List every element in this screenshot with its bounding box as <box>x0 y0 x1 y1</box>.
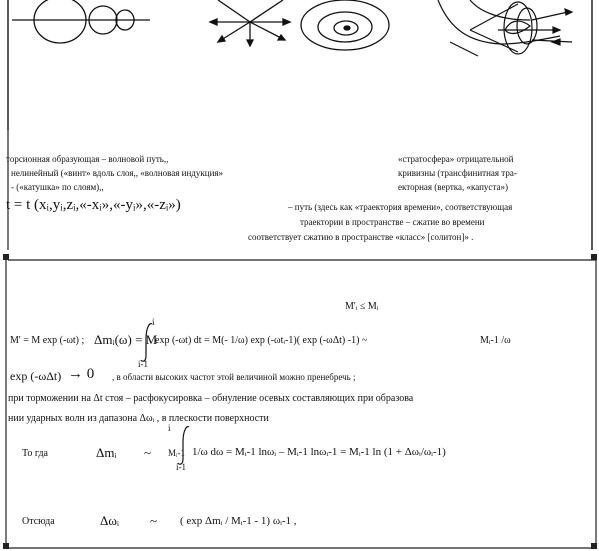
whence-label: Отсюда <box>22 516 55 527</box>
integral-1-bottom: i-1 <box>138 359 148 369</box>
radial-arrows-diagram <box>210 0 290 46</box>
braking-line: при торможении на Δt стоя – расфокусировка – обнуление осевых составляющих при образова <box>8 393 414 404</box>
limit-arrow: → 0 <box>68 366 95 382</box>
log-expression: 1/ω dω = Mᵢ-1 lnωᵢ – Mᵢ-1 lnωᵢ-1 = Mᵢ-1 ln (1 + Δωᵢ/ωᵢ-1) <box>192 446 446 458</box>
mass-over-omega: Mᵢ-1 /ω <box>480 335 511 346</box>
whence-tilde: ~ <box>150 513 158 528</box>
trajectory-formula: t = t (xᵢ,yᵢ,zᵢ,«-xᵢ»,«-yᵢ»,«-zᵢ») <box>6 197 181 213</box>
integral-1-top: i <box>152 317 155 327</box>
vortex-cone-diagram <box>438 0 572 56</box>
then-tilde: ~ <box>144 445 152 460</box>
high-frequency-note: , в области высоких частот этой величиной можно пренебречь ; <box>112 372 356 382</box>
concentric-ovals-diagram <box>301 0 389 50</box>
trajectory-desc-3: соответствует сжатию в пространстве «класс» [солитон]» . <box>248 232 474 242</box>
integral-sign-2 <box>178 427 189 465</box>
nonlinear-label: нелинейный («винт» вдоль слоя,, «волновая индукция» <box>11 168 224 178</box>
delta-m-formula: Δmᵢ(ω) = M <box>94 332 158 347</box>
integral-expression: exp (-ωt) dt = M(- 1/ω) exp (-ωtᵢ-1)( exp (-ωΔt) -1) ~ <box>155 335 368 346</box>
trajectory-desc-2: траектории в пространстве – сжатие во времени <box>300 217 485 227</box>
trajectory-desc-1: – путь (здесь как «траектория времени», соответствующая <box>288 202 513 212</box>
then-delta-m: Δmᵢ <box>96 445 117 460</box>
integral-2-bottom: i-1 <box>176 462 186 472</box>
exp-term: exp (-ωΔt) <box>10 369 62 383</box>
strato-label-3: екторная (вертка, «капуста») <box>398 182 508 192</box>
shock-wave-line: нии ударных волн из дапазона Δωᵢ , в плескости поверхности <box>8 413 269 424</box>
whence-delta-omega: Δωᵢ <box>100 513 120 528</box>
torsion-label: торсионная образующая – волновой путь,, <box>6 154 169 164</box>
strato-label-2: кривизны (трансфинитная тра- <box>398 168 517 178</box>
integral-2-top: i <box>168 423 171 433</box>
mass-inequality: M'ᵢ ≤ Mᵢ <box>345 301 379 312</box>
whence-expression: ( exp Δmᵢ / Mᵢ-1 - 1) ωᵢ-1 , <box>180 515 297 527</box>
mass-decay-formula: M' = M exp (-ωt) ; <box>10 335 85 346</box>
strato-label-1: «стратосфера» отрицательной <box>398 154 514 164</box>
then-mass: Mᵢ-1 <box>168 448 185 458</box>
nested-ellipses-diagram <box>12 0 150 43</box>
coil-label: - («катушка» по слоям),, <box>11 182 104 192</box>
then-label: То гда <box>22 448 48 459</box>
